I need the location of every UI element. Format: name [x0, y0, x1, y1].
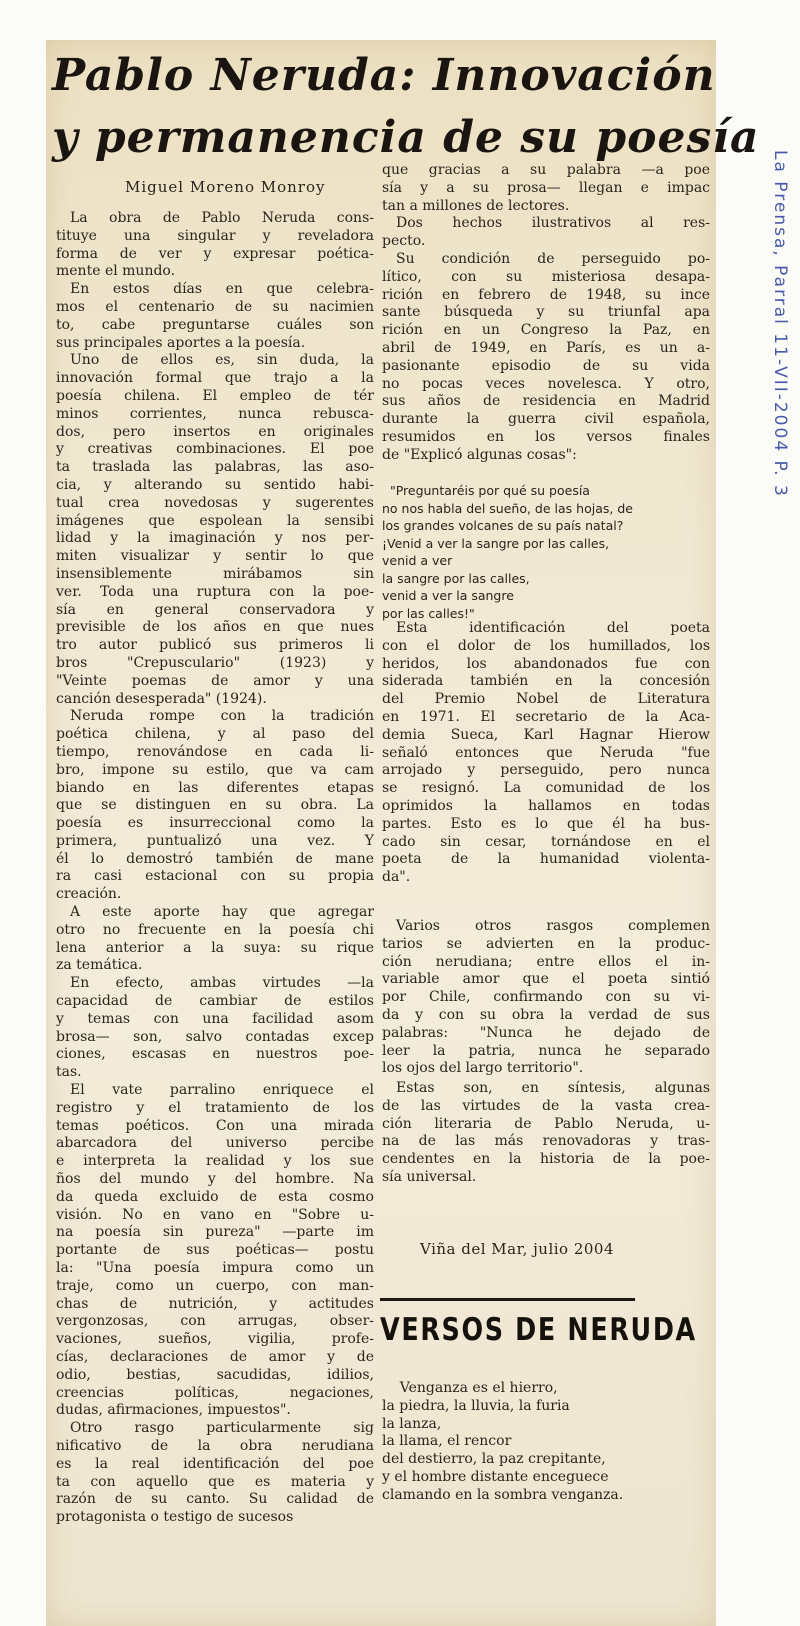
text-line: insensiblemente mirábamos sin — [56, 565, 374, 582]
text-line: imágenes que espolean la sensibi — [56, 512, 374, 529]
text-line: pecto. — [382, 233, 426, 250]
text-line: bro, impone su estilo, que va cam — [56, 761, 374, 778]
paragraph — [382, 620, 710, 887]
text-line: ¡Venid a ver la sangre por las calles, — [382, 535, 610, 551]
text-line: "Veinte poemas de amor y una — [56, 672, 374, 689]
text-line: no nos habla del sueño, de las hojas, de — [382, 500, 633, 516]
text-line: Su condición de perseguido po- — [396, 250, 710, 267]
text-line: los grandes volcanes de su país natal? — [382, 518, 624, 533]
text-line: tan a millones de lectores. — [382, 197, 570, 214]
handwritten-note: La Prensa, Parral 11-VII-2004 P. 3 — [770, 150, 790, 498]
text-line: da queda excluido de esta cosmo — [56, 1188, 374, 1205]
text-line: es la real identificación del poe — [56, 1455, 374, 1472]
text-line: él lo demostró también de mane — [56, 850, 374, 867]
text-line: venid a ver la sangre — [382, 588, 514, 603]
text-line: chas de nutrición, y actitudes — [56, 1295, 374, 1312]
text-line: El vate parralino enriquece el — [70, 1082, 374, 1099]
paragraph — [56, 708, 374, 904]
text-line: pasionante episodio de su vida — [382, 357, 710, 374]
text-line: cías, declaraciones de amor y de — [56, 1349, 374, 1365]
text-line: En estos días en que celebra- — [70, 281, 374, 298]
text-line: mente el mundo. — [56, 263, 176, 280]
text-line: siderada también en la concesión — [382, 673, 710, 690]
text-line: Venganza es el hierro, — [382, 1380, 558, 1396]
text-line: portante de sus poéticas— postu — [56, 1242, 374, 1259]
text-line: creencias políticas, negaciones, — [56, 1384, 374, 1401]
text-line: na poesía sin pureza" —parte im — [56, 1224, 374, 1241]
text-line: de las virtudes de la vasta crea- — [382, 1097, 710, 1114]
text-line: temas poéticos. Con una mirada — [56, 1117, 374, 1134]
text-line: y creativas combinaciones. El poe — [56, 441, 374, 458]
text-line: los ojos del largo territorio". — [382, 1060, 584, 1077]
text-line: y el hombre distante enceguece — [382, 1468, 609, 1485]
text-line: Uno de ellos es, sin duda, la — [70, 352, 374, 369]
paragraph — [56, 1420, 374, 1527]
article-title-line2: y permanencia de su poesía — [52, 112, 760, 163]
text-line: Varios otros rasgos complemen — [396, 918, 710, 934]
text-line: sía universal. — [382, 1168, 477, 1185]
text-line: señaló entonces que Neruda "fue — [382, 744, 710, 761]
right-column-lower — [382, 918, 710, 1078]
text-line: traje, como un cuerpo, con man- — [56, 1277, 374, 1294]
text-line: creación. — [56, 886, 122, 903]
text-line: vaciones, sueños, vigilia, profe- — [56, 1331, 374, 1348]
text-line: otro no frecuente en la poesía chi — [56, 921, 374, 938]
text-line: canción desesperada" (1924). — [56, 690, 267, 707]
text-line: na de las más renovadoras y tras- — [382, 1133, 710, 1150]
text-line: tarios se advierten en la produc- — [382, 935, 710, 952]
text-line: y temas con una facilidad asom — [56, 1010, 374, 1027]
paragraph — [382, 1080, 710, 1187]
text-line: bros "Crepusculario" (1923) y — [56, 654, 374, 671]
text-line: lena anterior a la suya: su rique — [56, 939, 374, 956]
byline: Miguel Moreno Monroy — [125, 178, 326, 196]
text-line: ta con aquello que es materia y — [56, 1473, 374, 1490]
text-line: previsible de los años en que nues — [56, 619, 374, 636]
paragraph — [382, 918, 710, 1078]
text-line: arrojado y perseguido, pero nunca — [382, 762, 710, 779]
text-line: mos el centenario de su nacimien — [56, 298, 374, 315]
text-line: Estas son, en síntesis, algunas — [396, 1080, 710, 1096]
text-line: abarcadora del universo percibe — [56, 1135, 374, 1152]
text-line: En efecto, ambas virtudes —la — [70, 975, 374, 992]
text-line: "Preguntaréis por qué su poesía — [382, 483, 590, 498]
text-line: capacidad de cambiar de estilos — [56, 993, 374, 1010]
text-line: clamando en la sombra venganza. — [382, 1486, 624, 1503]
text-line: demia Sueca, Karl Hagnar Hierow — [382, 726, 710, 743]
paragraph — [382, 215, 710, 251]
text-line: razón de su canto. Su calidad de — [56, 1491, 374, 1508]
text-line: tas. — [56, 1064, 82, 1081]
text-line: sía en general conservadora y — [56, 601, 374, 618]
paragraph — [382, 162, 710, 215]
text-line: sus años de residencia en Madrid — [382, 393, 710, 410]
paragraph — [56, 1082, 374, 1420]
text-line: nificativo de la obra nerudiana — [56, 1437, 374, 1454]
divider-rule — [380, 1298, 635, 1301]
paragraph — [382, 1380, 710, 1505]
text-line: la lanza, — [382, 1415, 442, 1432]
text-line: ción literaria de Pablo Neruda, u- — [382, 1115, 710, 1132]
text-line: rición en febrero de 1948, su ince — [382, 286, 710, 303]
text-line: cia, y alterando su sentido habi- — [56, 476, 374, 493]
text-line: miten visualizar y sentir lo que — [56, 548, 374, 565]
text-line: ción nerudiana; entre ellos el in- — [382, 953, 710, 970]
quoted-poem — [382, 482, 710, 622]
text-line: del Premio Nobel de Literatura — [382, 691, 710, 708]
left-column — [56, 210, 374, 1527]
dateline: Viña del Mar, julio 2004 — [420, 1240, 615, 1258]
right-column-closing — [382, 1080, 710, 1187]
paragraph — [56, 904, 374, 975]
text-line: se resignó. La comunidad de los — [382, 780, 710, 797]
text-line: la: "Una poesía impura como un — [56, 1260, 374, 1277]
text-line: Dos hechos ilustrativos al res- — [396, 215, 710, 232]
text-line: da y con su obra la verdad de sus — [382, 1006, 710, 1023]
right-column-top — [382, 162, 710, 465]
text-line: visión. No en vano en "Sobre u- — [56, 1206, 374, 1223]
paragraph — [56, 210, 374, 281]
text-line: da". — [382, 869, 411, 886]
text-line: sía y a su prosa— llegan e impac — [382, 179, 710, 196]
text-line: ciones, escasas en nuestros poe- — [56, 1046, 374, 1063]
sidebar-poem-heading: VERSOS DE NERUDA — [380, 1312, 697, 1348]
text-line: odio, bestias, sacudidas, idilios, — [56, 1366, 374, 1383]
text-line: primera, puntualizó una vez. Y — [56, 832, 374, 849]
text-line: vergonzosas, con arrugas, obser- — [56, 1313, 374, 1330]
text-line: sante búsqueda y su triunfal apa — [382, 304, 710, 321]
text-line: tro autor publicó sus primeros li — [56, 637, 374, 654]
text-line: biando en las diferentes etapas — [56, 779, 374, 796]
text-line: la sangre por las calles, — [382, 570, 530, 586]
text-line: leer la patria, nunca he separado — [382, 1042, 710, 1059]
text-line: to, cabe preguntarse cuáles son — [56, 316, 374, 333]
text-line: resumidos en los versos finales — [382, 428, 710, 445]
text-line: palabras: "Nunca he dejado de — [382, 1024, 710, 1041]
text-line: poesía chilena. El empleo de tér — [56, 387, 374, 404]
text-line: poeta de la humanidad violenta- — [382, 851, 710, 868]
text-line: tiempo, renovándose en cada li- — [56, 743, 374, 760]
text-line: no pocas veces novelesca. Y otro, — [382, 375, 710, 392]
sidebar-poem-verses — [382, 1380, 710, 1505]
text-line: A este aporte hay que agregar — [70, 904, 374, 921]
text-line: variable amor que el poeta sintió — [382, 971, 710, 988]
text-line: ra casi estacional con su propia — [56, 868, 374, 885]
text-line: ver. Toda una ruptura con la poe- — [56, 583, 374, 600]
article-title-line1: Pablo Neruda: Innovación — [52, 50, 716, 101]
text-line: cado sin cesar, tornándose en el — [382, 833, 710, 850]
text-line: con el dolor de los humillados, los — [382, 637, 710, 654]
text-line: oprimidos la hallamos en todas — [382, 797, 710, 814]
text-line: partes. Esto es lo que él ha bus- — [382, 815, 710, 832]
text-line: La obra de Pablo Neruda cons- — [70, 210, 374, 226]
text-line: la piedra, la lluvia, la furia — [382, 1397, 570, 1414]
text-line: innovación formal que trajo a la — [56, 370, 374, 387]
text-line: por las calles!" — [382, 605, 475, 621]
text-line: del destierro, la paz crepitante, — [382, 1451, 606, 1468]
text-line: tual crea novedosas y sugerentes — [56, 494, 374, 511]
paragraph — [382, 251, 710, 465]
text-line: ta traslada las palabras, las aso- — [56, 459, 374, 476]
text-line: registro y el tratamiento de los — [56, 1099, 374, 1116]
text-line: poética chilena, y al paso del — [56, 726, 374, 743]
text-line: lítico, con su misteriosa desapa- — [382, 268, 710, 285]
text-line: dudas, afirmaciones, impuestos". — [56, 1402, 291, 1419]
right-column-middle — [382, 620, 710, 887]
text-line: abril de 1949, en París, es un a- — [382, 339, 710, 356]
text-line: por Chile, confirmando con su vi- — [382, 989, 710, 1006]
text-line: brosa— son, salvo contadas excep — [56, 1028, 374, 1045]
text-line: la llama, el rencor — [382, 1433, 512, 1450]
text-line: forma de ver y expresar poética- — [56, 245, 374, 262]
text-line: en 1971. El secretario de la Aca- — [382, 708, 710, 725]
text-line: dos, pero insertos en originales — [56, 423, 374, 440]
text-line: rición en un Congreso la Paz, en — [382, 322, 710, 339]
paragraph — [56, 975, 374, 1082]
text-line: ños del mundo y del hombre. Na — [56, 1171, 374, 1188]
text-line: minos corrientes, nunca rebusca- — [56, 405, 374, 422]
text-line: e interpreta la realidad y los sue — [56, 1153, 374, 1170]
text-line: de "Explicó algunas cosas": — [382, 446, 577, 463]
text-line: durante la guerra civil española, — [382, 411, 710, 428]
text-line: protagonista o testigo de sucesos — [56, 1509, 294, 1526]
text-line: Otro rasgo particularmente sig — [70, 1420, 374, 1437]
paragraph — [56, 352, 374, 708]
text-line: Esta identificación del poeta — [396, 620, 710, 636]
text-line: cendentes en la historia de la poe- — [382, 1151, 710, 1168]
text-line: Neruda rompe con la tradición — [70, 708, 374, 725]
text-line: heridos, los abandonados fue con — [382, 655, 710, 672]
text-line: que gracias a su palabra —a poe — [382, 162, 710, 178]
text-line: que se distinguen en su obra. La — [56, 797, 374, 814]
paragraph — [382, 482, 710, 622]
text-line: tituye una singular y reveladora — [56, 227, 374, 244]
text-line: sus principales aportes a la poesía. — [56, 334, 306, 351]
text-line: lidad y la imaginación y nos per- — [56, 530, 374, 547]
text-line: venid a ver — [382, 553, 453, 568]
text-line: za temática. — [56, 957, 143, 974]
paragraph — [56, 281, 374, 352]
text-line: poesía es insurreccional como la — [56, 815, 374, 832]
